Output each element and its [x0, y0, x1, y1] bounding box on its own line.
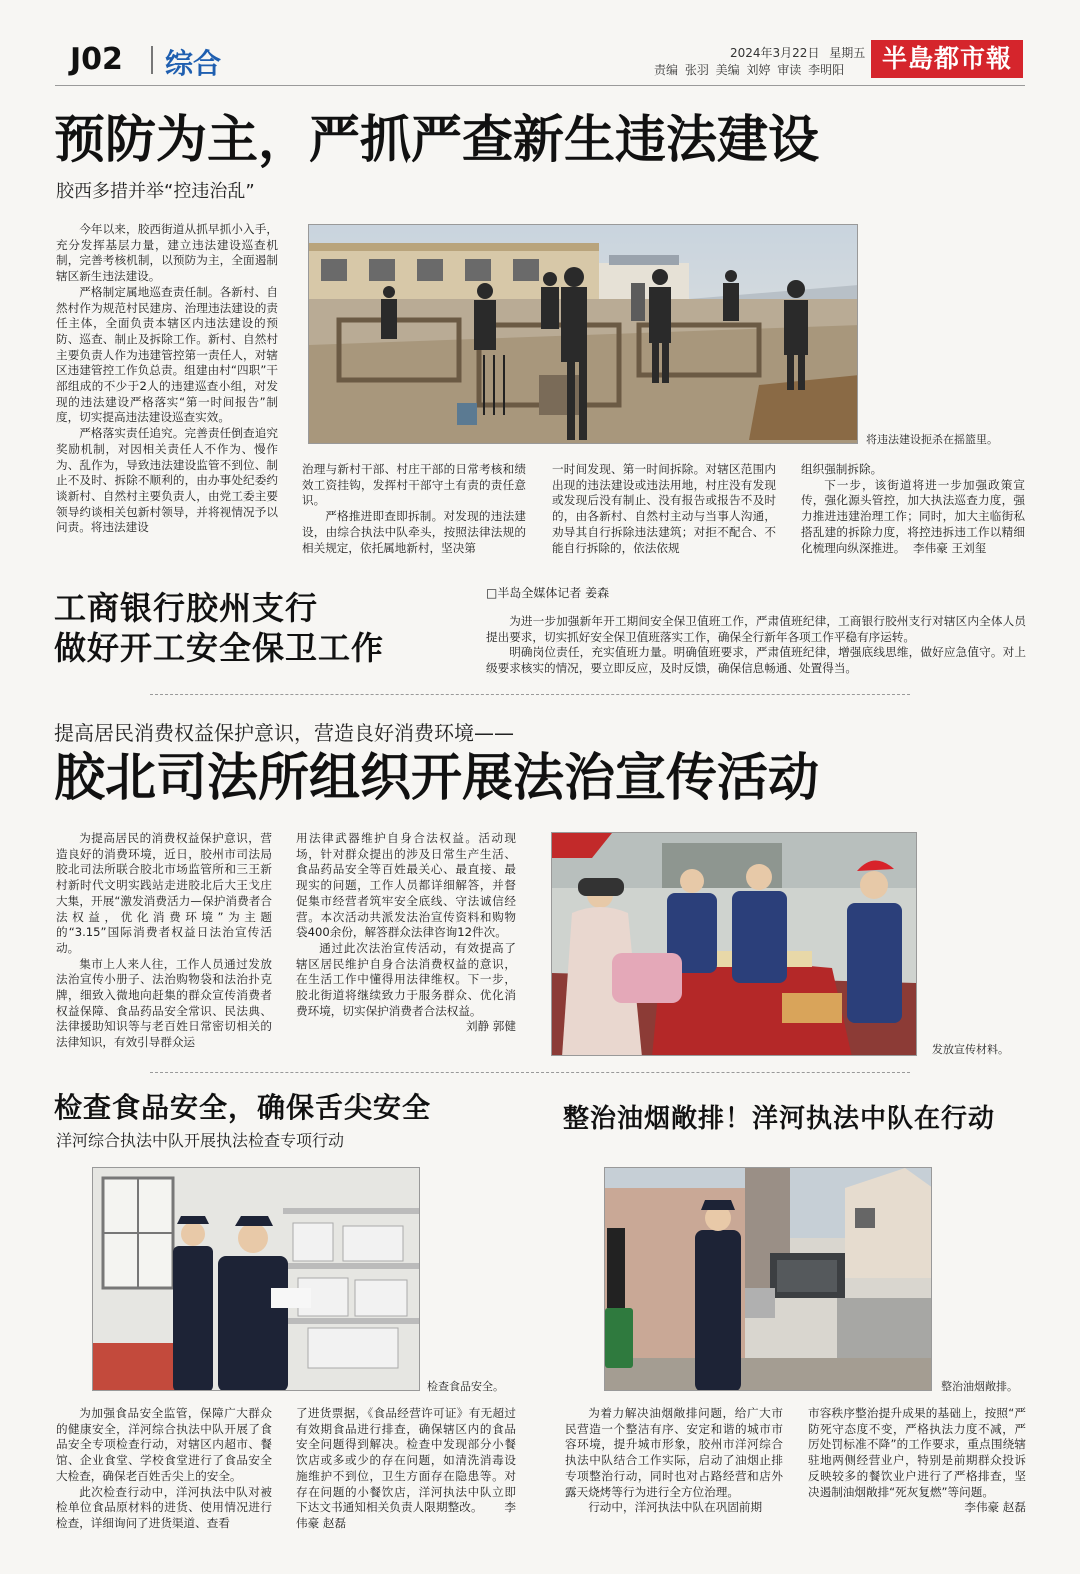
paragraph: 通过此次法治宣传活动，有效提高了辖区居民维护自身合法消费权益的意识，在生活工作中懂得用法律维权。下一步，胶北街道将继续致力于服务群众、优化消费环境，切实保护消费者合法权益。 [296, 940, 516, 1018]
paragraph: 严格推进即查即拆制。对发现的违法建设，由综合执法中队牵头，按照法律法规的相关规定，依托属地新村，坚决第 [302, 509, 526, 555]
paragraph: 为提高居民的消费权益保护意识，营造良好的消费环境，近日，胶州市司法局胶北司法所联合胶北市场监管所和三王新村新时代文明实践站走进胶北后大王戈庄大集，开展“激发消费活力—保护消费者合法权益，优化消费环境”为主题的“3.15”国际消费者权益日法治宣传活动。 [56, 831, 272, 955]
article3-col2 [296, 831, 516, 1057]
weekday: 星期五 [829, 46, 866, 60]
article2-title-line1: 工商银行胶州支行 [54, 589, 319, 627]
masthead-logo [871, 40, 1023, 78]
food-inspection-illustration [93, 1168, 420, 1391]
article1-col4 [801, 462, 1025, 560]
paragraph: 严格制定属地巡查责任制。各新村、自然村作为规范村民建房、治理违法建设的责任主体，全面负责本辖区内违法建设的预防、巡查、制止及拆除工作。新村、自然村主要负责人作为违建管控第一责任人，对辖区违建管控工作负总责。组建由村“四职”干部组成的不少于2人的违建巡查小组，对发现的违法建设严格落实“第一时间报告”制度，切实提高违法建设巡查实效。 [56, 284, 278, 425]
header-divider [151, 46, 153, 74]
section-divider [150, 694, 910, 695]
article1-subtitle: 胶西多措并举“控违治乱” [56, 181, 255, 202]
article4-photo [92, 1167, 420, 1391]
paragraph: 此次检查行动中，洋河执法中队对被检单位食品原材料的进货、使用情况进行检查，详细询问了进货渠道、查看 [56, 1484, 272, 1530]
paragraph: 一时间发现、第一时间拆除。对辖区范围内出现的违法建设或违法用地，村庄没有发现或发现后没有制止、没有报告或报告不及时的，由各新村、自然村主动与当事人沟通，劝导其自行拆除违法建筑；对拒不配合、不能自行拆除的，依法依规 [552, 462, 776, 555]
article2-reporter: □半岛全媒体记者 姜森 [486, 586, 610, 600]
paragraph-text: 了进货票据，《食品经营许可证》有无超过有效期食品进行排查，确保辖区内的食品安全问题得到解决。检查中发现部分小餐饮店或多或少的存在问题，如清洗消毒设施维护不到位，卫生方面存在隐患等。对存在问题的小餐饮店，洋河执法中队立即下达文书通知相关负责人限期整改。 [296, 1406, 516, 1515]
article3-photo-caption: 发放宣传材料。 [932, 1043, 1009, 1056]
paragraph: 为进一步加强新年开工期间安全保卫值班工作，严肃值班纪律，工商银行胶州支行对辖区内全体人员提出要求，切实抓好安全保卫值班落实工作，确保全行新年各项工作平稳有序运转。 [486, 614, 1026, 644]
article3-title: 胶北司法所组织开展法治宣传活动 [54, 749, 820, 808]
article4-photo-caption: 检查食品安全。 [427, 1380, 504, 1393]
article1-byline: 李伟豪 王刘玺 [913, 540, 987, 555]
paragraph: 组织强制拆除。 [801, 462, 883, 476]
article3-kicker: 提高居民消费权益保护意识，营造良好消费环境—— [54, 721, 514, 745]
page-number: J02 [70, 42, 123, 77]
section-label: 综合 [165, 47, 222, 80]
article1-photo-caption: 将违法建设扼杀在摇篮里。 [866, 433, 998, 446]
paragraph: 为着力解决油烟敞排问题，给广大市民营造一个整洁有序、安定和谐的城市市容环境，提升城市形象，胶州市洋河综合执法中队结合工作实际，启动了油烟止排专项整治行动，同时也对占路经营和店外露天烧烤等行为进行全方位治理。 [565, 1406, 783, 1499]
article1-photo [308, 224, 858, 444]
editors-line: 责编 张羽 美编 刘婷 审读 李明阳 [654, 63, 845, 77]
paragraph: 明确岗位责任，充实值班力量。明确值班要求，严肃值班纪律，增强底线思维，做好应急值守。对上级要求核实的情况，要立即反应，及时反馈，确保信息畅通、处置得当。 [486, 645, 1026, 676]
section-divider [150, 1072, 910, 1073]
header-rule [55, 85, 1025, 86]
article5-photo-caption: 整治油烟敞排。 [941, 1380, 1018, 1393]
article5-title: 整治油烟敞排！洋河执法中队在行动 [563, 1104, 996, 1134]
article3-photo [551, 832, 917, 1056]
date: 2024年3月22日 [730, 46, 820, 60]
article3-byline: 刘静 郭健 [465, 1019, 516, 1034]
street-inspection-illustration [605, 1168, 932, 1391]
article5-col1 [565, 1406, 783, 1536]
article4-title: 检查食品安全，确保舌尖安全 [54, 1091, 432, 1124]
paragraph [296, 1406, 516, 1532]
paragraph: 行动中，洋河执法中队在巩固前期 [588, 1500, 763, 1515]
article2-title-line2: 做好开工安全保卫工作 [54, 629, 385, 667]
paragraph: 为加强食品安全监管，保障广大群众的健康安全，洋河综合执法中队开展了食品安全专项检查行动，对辖区内超市、餐馆、企业食堂、学校食堂进行了食品安全大检查，确保老百姓舌尖上的安全。 [56, 1406, 272, 1483]
article4-col1 [56, 1406, 272, 1536]
article4-subtitle: 洋河综合执法中队开展执法检查专项行动 [56, 1131, 345, 1150]
article5-col2 [808, 1406, 1026, 1552]
article4-col2 [296, 1406, 516, 1536]
paragraph: 集市上人来人往，工作人员通过发放法治宣传小册子、法治购物袋和法治扑克牌，细致入微地向赶集的群众宣传消费者权益保障、食品药品安全常识、民法典、法律援助知识等与老百姓日常密切相关的法律知识，有效引导群众运 [56, 956, 272, 1050]
article3-col1 [56, 831, 272, 1057]
paragraph: 治理与新村干部、村庄干部的日常考核和绩效工资挂钩，发挥村干部守土有责的责任意识。 [302, 462, 526, 508]
paragraph: 用法律武器维护自身合法权益。活动现场，针对群众提出的涉及日常生产生活、食品药品安全等百姓最关心、最直接、最现实的问题，工作人员都详细解答，并督促集市经营者筑牢安全底线、守法诚信经营。本次活动共派发法治宣传资料和购物袋400余份，解答群众法律咨询12件次。 [296, 831, 516, 940]
masthead-text: 半島都市報 [881, 44, 1012, 73]
article1-col1 [56, 222, 278, 560]
paragraph [801, 478, 1025, 557]
article1-col3 [552, 462, 776, 560]
article2-body [486, 614, 1026, 680]
article2-title [54, 588, 384, 668]
market-stall-illustration [552, 833, 917, 1056]
article1-title: 预防为主，严抓严查新生违法建设 [54, 111, 820, 170]
page-header [0, 0, 1080, 88]
paragraph: 严格落实责任追究。完善责任倒查追究奖励机制，对因相关责任人不作为、慢作为、乱作为，导致违法建设监管不到位、制止不及时、拆除不顺利的，由办事处纪委约谈新村、自然村主要负责人，由党工委主要领导约谈相关包新村领导，并将视情况予以问责。将违法建设 [56, 426, 278, 535]
paragraph: 今年以来，胶西街道从抓早抓小入手，充分发挥基层力量，建立违法建设巡查机制，完善考核机制，以预防为主，全面遏制辖区新生违法建设。 [56, 222, 278, 284]
paragraph: 市容秩序整治提升成果的基础上，按照“严防死守态度不变，严格执法力度不减，严厉处罚标准不降”的工作要求，重点围绕辖驻地两侧经营业户，特别是前期群众投诉反映较多的餐饮业户进行了严格排查，坚决遏制油烟敞排“死灰复燃”等问题。 [808, 1406, 1026, 1499]
date-line [730, 44, 865, 61]
article5-byline: 李伟豪 赵磊 [964, 1500, 1026, 1515]
construction-site-illustration [309, 225, 858, 444]
article5-photo [604, 1167, 932, 1391]
article4-byline: 李伟豪 赵磊 [296, 1500, 516, 1530]
article1-col2 [302, 462, 526, 560]
paragraph-text: 下一步，该街道将进一步加强政策宣传，强化源头管控，加大执法巡查力度，强力推进违建治理工作；同时，加大主临街私搭乱建的拆除力度，将控违拆违工作以精细化梳理向纵深推进。 [801, 477, 1025, 555]
